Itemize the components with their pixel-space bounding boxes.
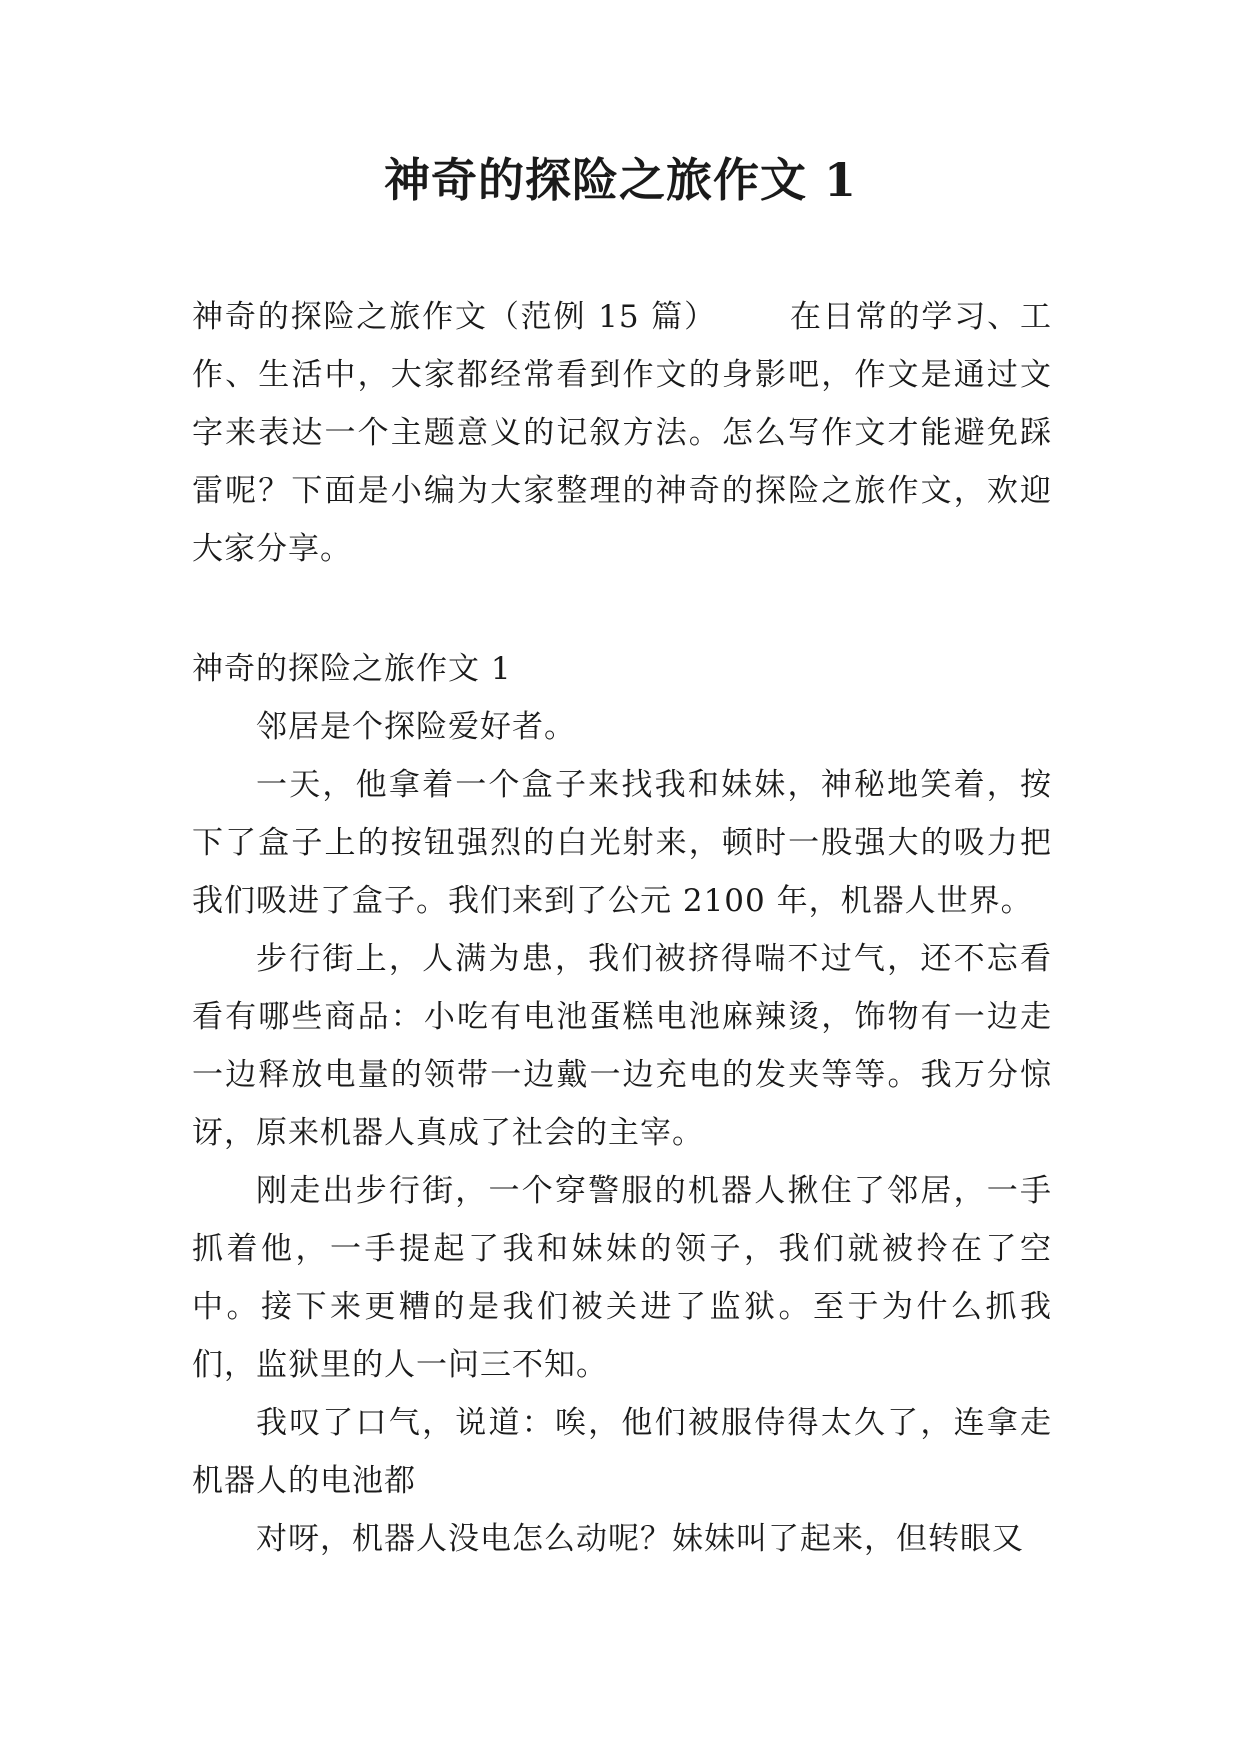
body-paragraph: 一天，他拿着一个盒子来找我和妹妹，神秘地笑着，按下了盒子上的按钮强烈的白光射来，顿时一股强大的吸力把我们吸进了盒子。我们来到了公元 2100 年，机器人世界。 — [192, 767, 1052, 919]
body-paragraph: 我叹了口气，说道：唉，他们被服侍得太久了，连拿走机器人的电池都 — [192, 1405, 1052, 1499]
document-body — [192, 288, 1052, 1568]
intro-lead: 神奇的探险之旅作文（范例 15 篇） — [192, 299, 718, 335]
intro-text: 在日常的学习、工作、生活中，大家都经常看到作文的身影吧，作文是通过文字来表达一个主题意义的记叙方法。怎么写作文才能避免踩雷呢？下面是小编为大家整理的神奇的探险之旅作文，欢迎大家分享。 — [192, 299, 1053, 567]
body-paragraph: 刚走出步行街，一个穿警服的机器人揪住了邻居，一手抓着他，一手提起了我和妹妹的领子，我们就被拎在了空中。接下来更糟的是我们被关进了监狱。至于为什么抓我们，监狱里的人一问三不知。 — [192, 1173, 1052, 1383]
document-title: 神奇的探险之旅作文 1 — [383, 153, 858, 207]
section-heading: 神奇的探险之旅作文 1 — [192, 651, 512, 687]
body-paragraph: 步行街上，人满为患，我们被挤得喘不过气，还不忘看看有哪些商品：小吃有电池蛋糕电池麻辣烫，饰物有一边走一边释放电量的领带一边戴一边充电的发夹等等。我万分惊讶，原来机器人真成了社会的主宰。 — [192, 941, 1052, 1151]
body-paragraph: 邻居是个探险爱好者。 — [256, 709, 576, 745]
body-paragraph: 对呀，机器人没电怎么动呢？妹妹叫了起来，但转眼又 — [256, 1521, 1024, 1557]
intro-paragraph — [192, 288, 1052, 578]
